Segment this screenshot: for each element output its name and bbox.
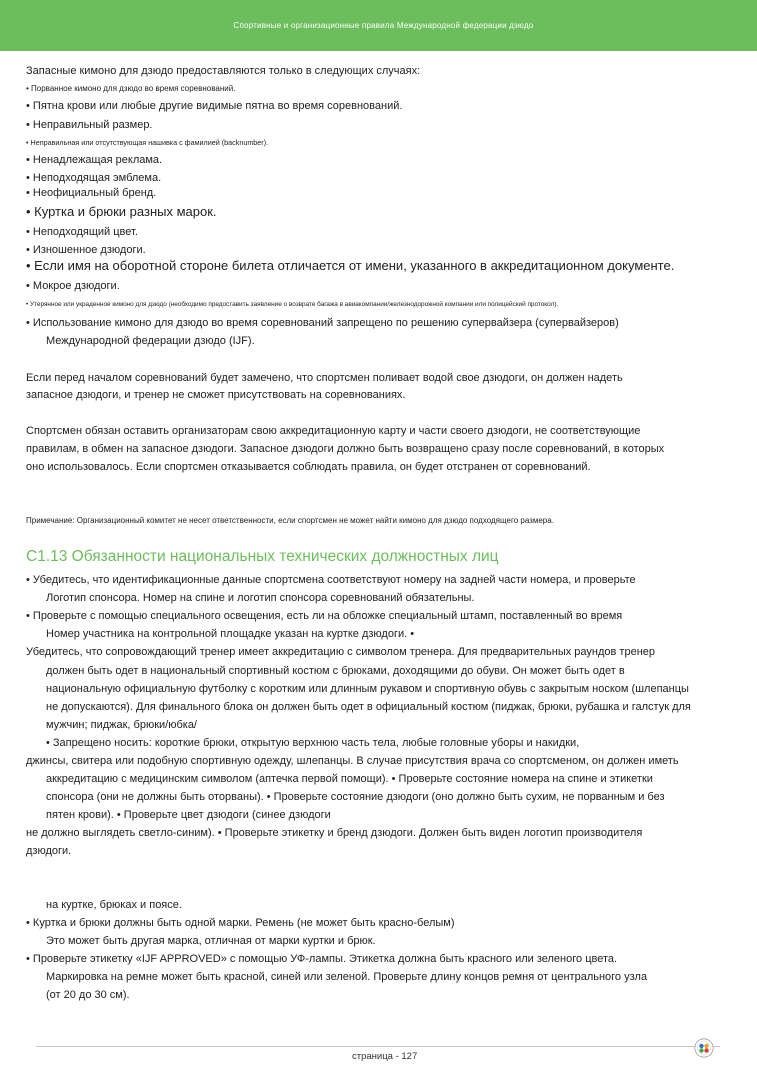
list-item: • Если имя на оборотной стороне билета отличается от имени, указанного в аккредитационном документе. bbox=[26, 258, 675, 273]
list-item: • Изношенное дзюдоги. bbox=[26, 244, 146, 256]
duty-line: Номер участника на контрольной площадке указан на куртке дзюдоги. • bbox=[46, 628, 415, 640]
duty-line: • Убедитесь, что идентификационные данные спортсмена соответствуют номеру на задней части номера, и проверьте bbox=[26, 574, 636, 586]
duty-line: Убедитесь, что сопровождающий тренер имеет аккредитацию с символом тренера. Для предварительных раундов тренер bbox=[26, 646, 655, 658]
list-item: • Мокрое дзюдоги. bbox=[26, 280, 120, 292]
paragraph-line: запасное дзюдоги, и тренер не сможет присутствовать на соревнованиях. bbox=[26, 389, 406, 401]
paragraph-line: правилам, в обмен на запасное дзюдоги. Запасное дзюдоги должно быть возвращено сразу после соревнований, в которых bbox=[26, 443, 665, 455]
list-item: • Ненадлежащая реклама. bbox=[26, 154, 163, 166]
duty-line: • Проверьте этикетку «IJF APPROVED» с помощью УФ-лампы. Этикетка должна быть красного или зеленого цвета. bbox=[26, 953, 618, 965]
duty-line: пятен крови). • Проверьте цвет дзюдоги (синее дзюдоги bbox=[46, 809, 331, 821]
section-heading: C1.13 Обязанности национальных технических должностных лиц bbox=[26, 548, 499, 565]
duty-line: джинсы, свитера или подобную спортивную одежду, шлепанцы. В случае присутствия врача со спортсменом, он должен иметь bbox=[26, 755, 679, 767]
duty-line: Это может быть другая марка, отличная от марки куртки и брюк. bbox=[46, 935, 376, 947]
list-item: • Неподходящая эмблема. bbox=[26, 172, 162, 184]
duty-line: национальную официальную футболку с коротким или длинным рукавом и спортивную обувь с закрытым носком (шлепанцы bbox=[46, 683, 689, 695]
list-item: • Утерянное или украденное кимоно для дзюдо (необходимо предоставить заявление о возврате багажа в авиакомпании/железнодорожной компании или полицейский протокол). bbox=[26, 301, 559, 308]
duty-line: аккредитацию с медицинским символом (аптечка первой помощи). • Проверьте состояние номера на спине и этикетки bbox=[46, 773, 653, 785]
list-item: • Неофициальный бренд. bbox=[26, 187, 157, 199]
list-item: • Использование кимоно для дзюдо во время соревнований запрещено по решению супервайзера (супервайзеров) bbox=[26, 317, 619, 329]
footer-divider bbox=[36, 1046, 720, 1047]
list-item: • Порванное кимоно для дзюдо во время соревнований. bbox=[26, 84, 236, 93]
duty-line: (от 20 до 30 см). bbox=[46, 989, 130, 1001]
duty-line: не допускаются). Для финального блока он должен быть одет в официальный костюм (пиджак, брюки, рубашка и галстук для bbox=[46, 701, 691, 713]
duty-line: • Проверьте с помощью специального освещения, есть ли на обложке специальный штамп, поставленный во время bbox=[26, 610, 623, 622]
list-item: • Куртка и брюки разных марок. bbox=[26, 204, 217, 219]
list-item-continued: Международной федерации дзюдо (IJF). bbox=[46, 335, 255, 347]
paragraph-line: Если перед началом соревнований будет замечено, что спортсмен поливает водой свое дзюдоги, он должен надеть bbox=[26, 372, 623, 384]
page-number: страница - 127 bbox=[352, 1051, 418, 1062]
list-item: • Пятна крови или любые другие видимые пятна во время соревнований. bbox=[26, 100, 403, 112]
duty-line: • Запрещено носить: короткие брюки, открытую верхнюю часть тела, любые головные уборы и накидки, bbox=[46, 737, 580, 749]
duty-line: на куртке, брюках и поясе. bbox=[46, 899, 182, 911]
paragraph-line: оно использовалось. Если спортсмен отказывается соблюдать правила, он будет отстранен от соревнований. bbox=[26, 461, 591, 473]
duty-line: • Куртка и брюки должны быть одной марки. Ремень (не может быть красно-белым) bbox=[26, 917, 455, 929]
header-title: Спортивные и организационные правила Международной федерации дзюдо bbox=[233, 21, 534, 30]
duty-line: не должно выглядеть светло-синим). • Проверьте этикетку и бренд дзюдоги. Должен быть виден логотип производителя bbox=[26, 827, 643, 839]
duty-line: дзюдоги. bbox=[26, 845, 72, 857]
page-header bbox=[0, 0, 757, 51]
duty-line: мужчин; пиджак, брюки/юбка/ bbox=[46, 719, 197, 731]
note-text: Примечание: Организационный комитет не несет ответственности, если спортсмен не может найти кимоно для дзюдо подходящего размера. bbox=[26, 516, 554, 525]
list-item: • Неподходящий цвет. bbox=[26, 226, 138, 238]
ijf-logo-icon bbox=[694, 1038, 714, 1058]
duty-line: спонсора (они не должны быть оторваны). • Проверьте состояние дзюдоги (оно должно быть сухим, не порванным и без bbox=[46, 791, 665, 803]
list-item: • Неправильная или отсутствующая нашивка с фамилией (backnumber). bbox=[26, 138, 269, 147]
duty-line: Логотип спонсора. Номер на спине и логотип спонсора соревнований обязательны. bbox=[46, 592, 475, 604]
duty-line: должен быть одет в национальный спортивный костюм с брюками, доходящими до обуви. Он может быть одет в bbox=[46, 665, 625, 677]
intro-text: Запасные кимоно для дзюдо предоставляются только в следующих случаях: bbox=[26, 65, 421, 77]
paragraph-line: Спортсмен обязан оставить организаторам свою аккредитационную карту и части своего дзюдоги, не соответствующие bbox=[26, 425, 641, 437]
list-item: • Неправильный размер. bbox=[26, 119, 153, 131]
duty-line: Маркировка на ремне может быть красной, синей или зеленой. Проверьте длину концов ремня от центрального узла bbox=[46, 971, 648, 983]
